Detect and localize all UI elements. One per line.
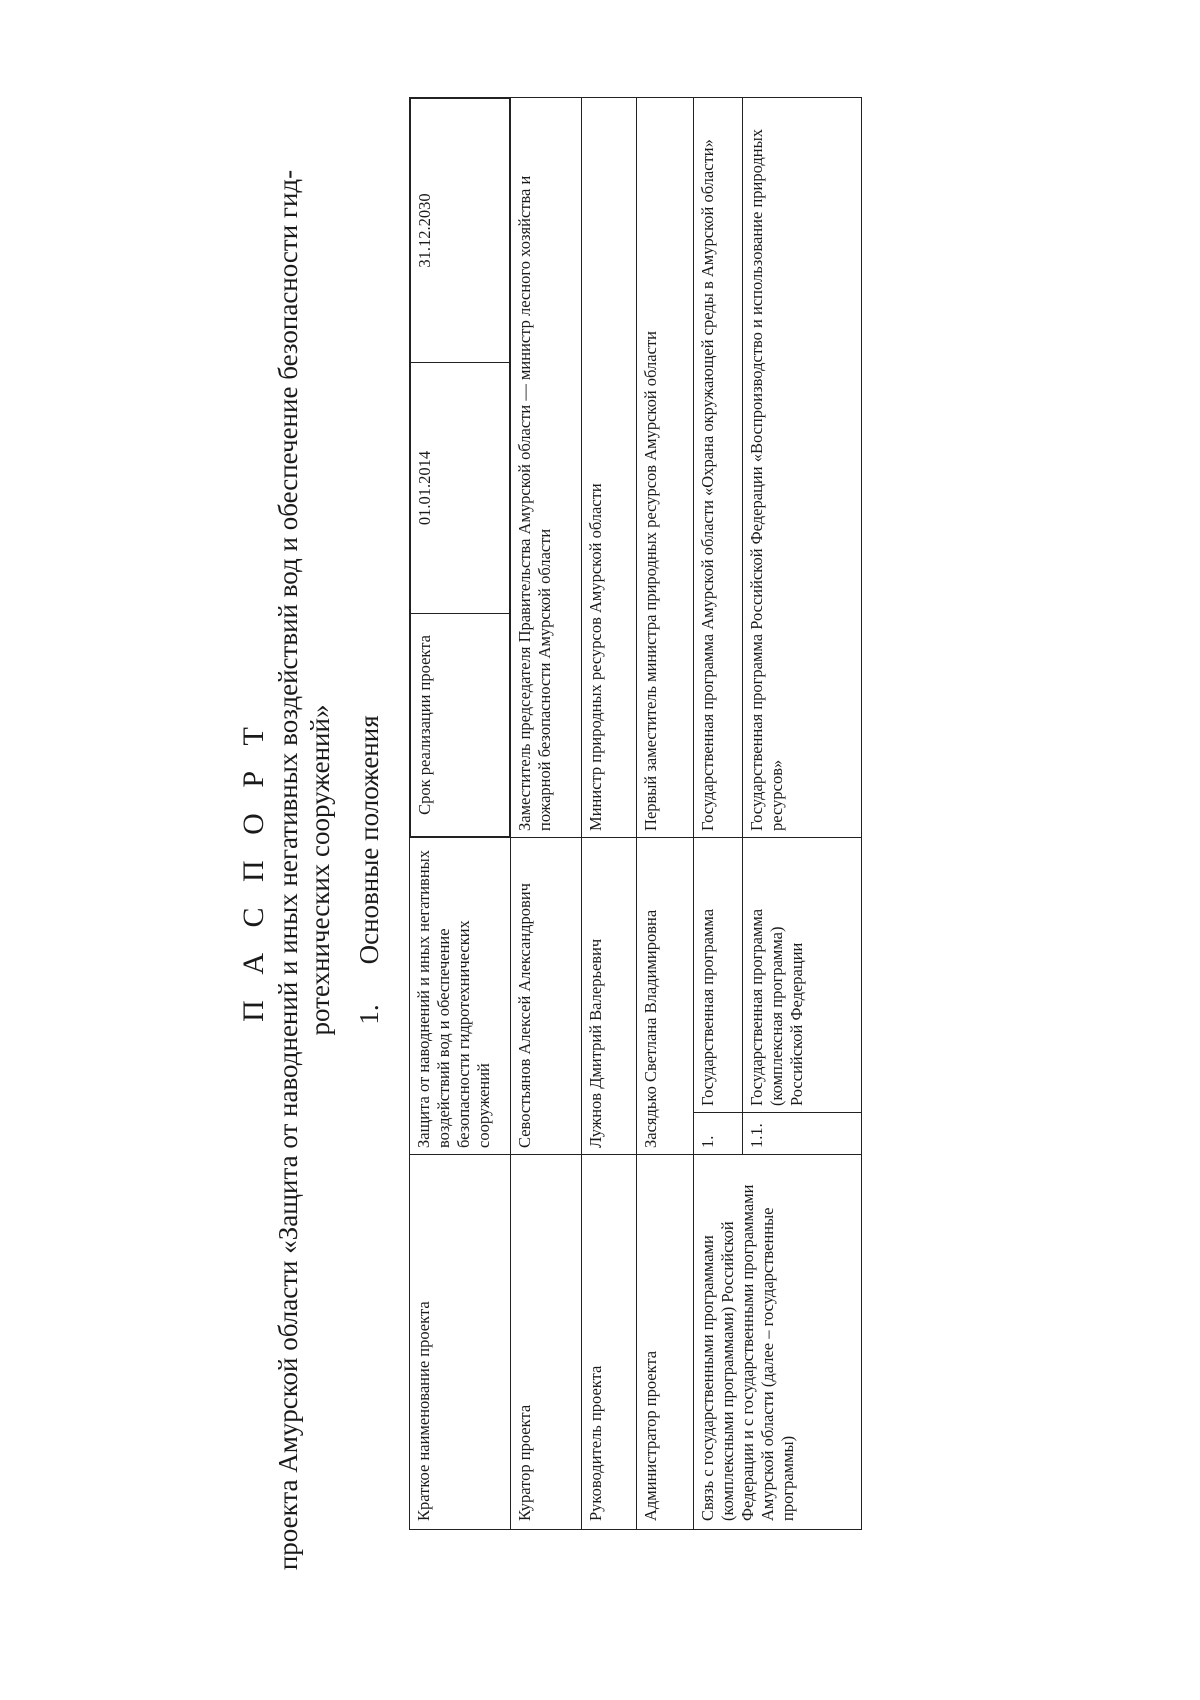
lead-name: Лужнов Дмитрий Валерьевич <box>582 837 637 1154</box>
period-cell <box>410 97 511 837</box>
table-row <box>694 97 743 1529</box>
curator-position: Заместитель председателя Правительства Амурской области — министр лесного хозяйства и пожарной безопасности Амурской области <box>511 97 582 837</box>
programs-label: Связь с государственными программами (комплексными программами) Российской Федерации и с государственными программами Амурской области (далее – государственные программы) <box>694 1155 862 1530</box>
program-type: Государственная программа <box>694 837 743 1112</box>
subtitle-line-2: ротехнических сооружений» <box>305 704 335 1036</box>
program-type: Государственная программа (комплексная программа) Российской Федерации <box>743 837 862 1112</box>
table-row <box>582 97 637 1529</box>
passport-table <box>409 97 862 1530</box>
rotated-page <box>122 120 1122 1620</box>
period-start: 01.01.2014 <box>411 362 510 613</box>
section-number: 1. <box>354 1004 384 1025</box>
subtitle-line-1: проекта Амурской области «Защита от наводнений и иных негативных воздействий вод и обеспечение безопасности гид- <box>273 169 303 1571</box>
admin-name: Засядько Светлана Владимировна <box>637 837 694 1154</box>
table-row <box>637 97 694 1529</box>
program-value: Государственная программа Амурской области «Охрана окружающей среды в Амурской области» <box>694 97 743 837</box>
short-name-value: Защита от наводнений и иных негативных воздействий вод и обеспечение безопасности гидротехнических сооружений <box>410 837 511 1154</box>
period-label: Срок реализации проекта <box>411 613 510 836</box>
lead-label: Руководитель проекта <box>582 1155 637 1530</box>
section-title: Основные положения <box>354 715 384 965</box>
period-subtable <box>410 98 510 837</box>
curator-name: Севостьянов Алексей Александрович <box>511 837 582 1154</box>
program-number: 1.1. <box>743 1113 862 1155</box>
admin-position: Первый заместитель министра природных ресурсов Амурской области <box>637 97 694 837</box>
document-subtitle <box>272 120 336 1620</box>
document-title: П А С П О Р Т <box>237 718 270 1022</box>
short-name-label: Краткое наименование проекта <box>410 1155 511 1530</box>
table-row <box>410 97 511 1529</box>
program-number: 1. <box>694 1113 743 1155</box>
table-row <box>511 97 582 1529</box>
program-value: Государственная программа Российской Федерации «Воспроизводство и использование природных ресурсов» <box>743 97 862 837</box>
section-heading <box>354 120 385 1620</box>
period-end: 31.12.2030 <box>411 98 510 362</box>
lead-position: Министр природных ресурсов Амурской области <box>582 97 637 837</box>
admin-label: Администратор проекта <box>637 1155 694 1530</box>
curator-label: Куратор проекта <box>511 1155 582 1530</box>
